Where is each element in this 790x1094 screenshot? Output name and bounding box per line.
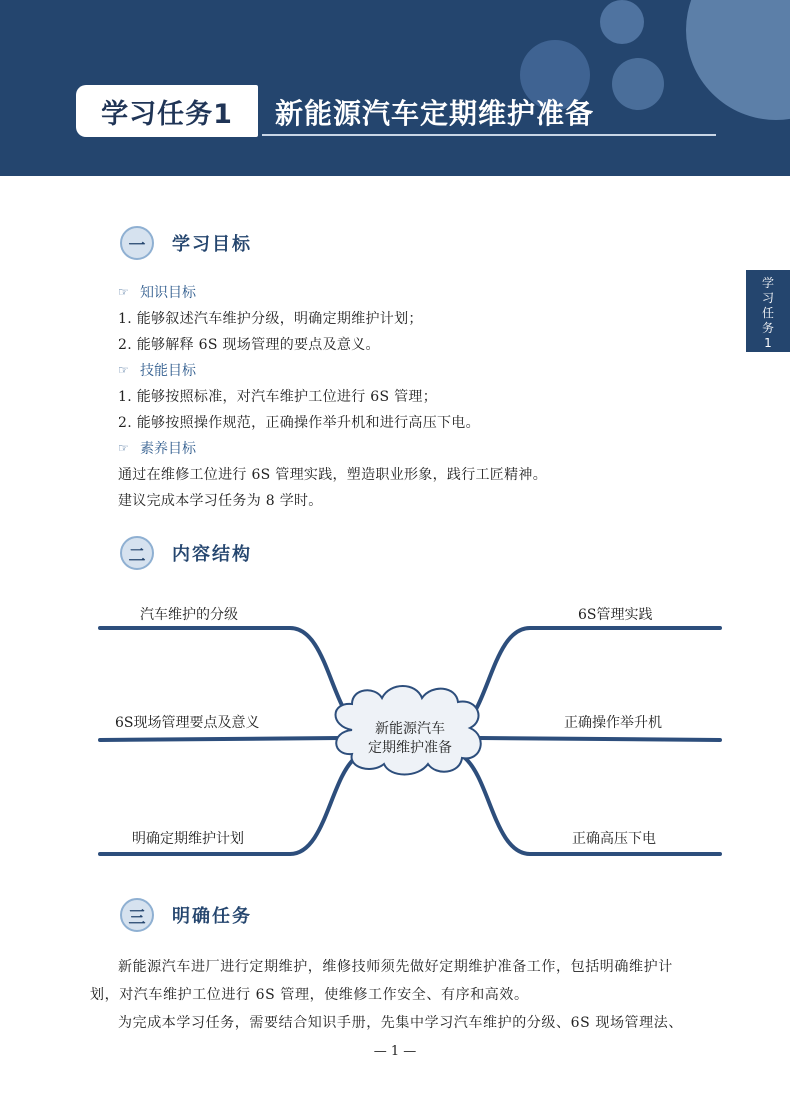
- section-heading-structure: [120, 536, 252, 570]
- mindmap-node: 正确高压下电: [572, 831, 656, 847]
- subheading-label: 素养目标: [140, 441, 196, 457]
- center-line: 新能源汽车: [375, 721, 445, 737]
- decorative-circle: [600, 0, 644, 44]
- title-underline: [262, 134, 716, 136]
- task-badge-label: 学习任务1: [101, 98, 233, 130]
- decorative-circle: [612, 58, 664, 110]
- objective-item: 2. 能够解释 6S 现场管理的要点及意义。: [118, 337, 380, 353]
- section-title: 明确任务: [172, 906, 252, 927]
- body-paragraph-line: 为完成本学习任务，需要结合知识手册，先集中学习汽车维护的分级、6S 现场管理法、: [118, 1015, 683, 1031]
- chapter-side-tab: [746, 270, 790, 352]
- decorative-circle: [686, 0, 790, 120]
- objective-item: 1. 能够按照标准，对汽车维护工位进行 6S 管理；: [118, 389, 438, 405]
- pointing-hand-icon: ☞: [118, 363, 129, 377]
- branch-line: [465, 628, 720, 725]
- subheading-label: 知识目标: [140, 285, 196, 301]
- subheading-knowledge: [118, 282, 196, 302]
- mindmap-center-label: [340, 720, 480, 758]
- section-number: 一: [120, 226, 154, 260]
- branch-line: [100, 738, 340, 740]
- side-tab-char: 任: [761, 306, 774, 320]
- mindmap-node: 正确操作举升机: [564, 715, 662, 731]
- side-tab-char: 学: [761, 276, 774, 290]
- branch-line: [100, 628, 355, 725]
- subheading-label: 技能目标: [140, 363, 196, 379]
- mindmap-node: 明确定期维护计划: [132, 831, 244, 847]
- subheading-quality: [118, 438, 196, 458]
- branch-line: [480, 738, 720, 740]
- subheading-skill: [118, 360, 196, 380]
- task-badge: [76, 85, 258, 137]
- objective-item: 1. 能够叙述汽车维护分级，明确定期维护计划；: [118, 311, 423, 327]
- pointing-hand-icon: ☞: [118, 285, 129, 299]
- section-title: 学习目标: [172, 234, 252, 255]
- objective-item: 2. 能够按照操作规范，正确操作举升机和进行高压下电。: [118, 415, 480, 431]
- pointing-hand-icon: ☞: [118, 441, 129, 455]
- body-paragraph-line: 新能源汽车进厂进行定期维护，维修技师须先做好定期维护准备工作，包括明确维护计: [118, 959, 673, 975]
- section-title: 内容结构: [172, 544, 252, 565]
- mindmap-node: 汽车维护的分级: [140, 607, 238, 623]
- side-tab-char: 1: [764, 336, 772, 350]
- mindmap-node: 6S管理实践: [578, 607, 653, 623]
- section-number: 三: [120, 898, 154, 932]
- mindmap-node: 6S现场管理要点及意义: [115, 715, 260, 731]
- section-heading-task: [120, 898, 252, 932]
- page-number: — 1 —: [373, 1044, 417, 1059]
- side-tab-char: 务: [761, 321, 774, 335]
- center-line: 定期维护准备: [368, 740, 452, 756]
- section-number: 二: [120, 536, 154, 570]
- objective-item: 通过在维修工位进行 6S 管理实践，塑造职业形象，践行工匠精神。: [118, 467, 547, 483]
- page-title: 新能源汽车定期维护准备: [275, 97, 595, 130]
- objective-item: 建议完成本学习任务为 8 学时。: [118, 493, 323, 509]
- side-tab-char: 习: [761, 291, 774, 305]
- content-structure-mindmap: [90, 590, 730, 870]
- body-paragraph-line: 划，对汽车维护工位进行 6S 管理，使维修工作安全、有序和高效。: [90, 987, 529, 1003]
- section-heading-objectives: [120, 226, 252, 260]
- header-banner: [0, 0, 790, 176]
